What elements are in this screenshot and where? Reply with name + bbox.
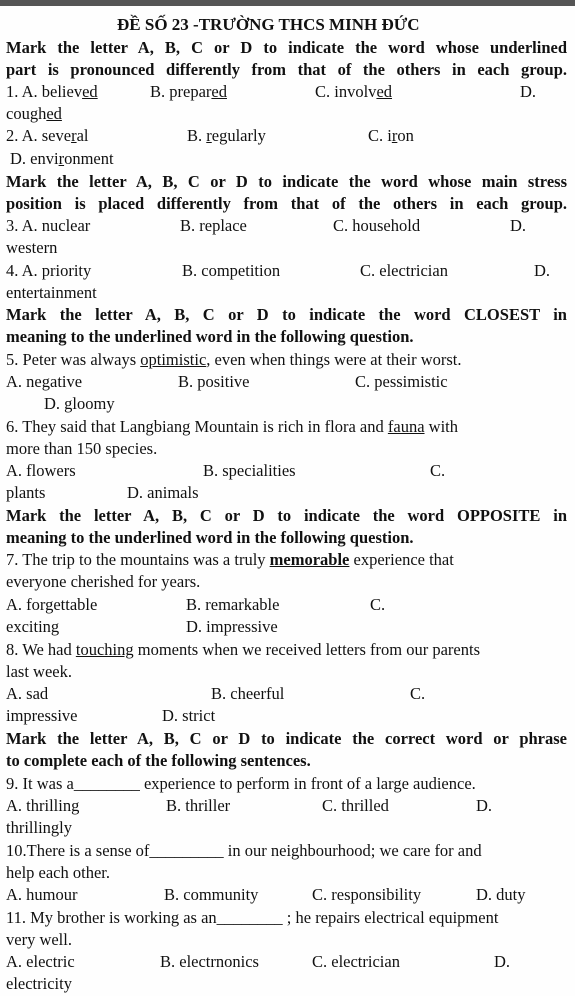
q8-option-b: B. cheerful (211, 684, 285, 703)
q5-option-d: D. gloomy (44, 394, 115, 413)
q9-option-c: C. thrilled (322, 796, 389, 815)
q5-stem: 5. Peter was always optimistic, even when things were at their worst. (6, 350, 462, 369)
q11-stem-line2: very well. (6, 930, 72, 949)
q3-option-b: B. replace (180, 216, 247, 235)
q10-stem-line2: help each other. (6, 863, 110, 882)
q6-stem-line1: 6. They said that Langbiang Mountain is rich in flora and fauna with (6, 417, 458, 436)
q4-option-d: entertainment (6, 283, 97, 302)
q1-option-c: C. involved (315, 82, 393, 101)
q2-option-d: D. environment (10, 149, 114, 168)
section-5-instruction-line1: Mark the letter A, B, C or D to indicate the correct word or phrase (6, 729, 567, 748)
q5-option-b: B. positive (178, 372, 250, 391)
q6-option-c-label: C. (430, 461, 446, 480)
q6-option-c: plants (6, 483, 46, 502)
q6-option-a: A. flowers (6, 461, 76, 480)
q6-option-d: D. animals (127, 483, 199, 502)
q3-option-a: 3. A. nuclear (6, 216, 91, 235)
q4-option-a: 4. A. priority (6, 261, 92, 280)
section-4-instruction-line1: Mark the letter A, B, C or D to indicate the word OPPOSITE in (6, 506, 567, 525)
q11-option-c: C. electrician (312, 952, 400, 971)
q3-option-c: C. household (333, 216, 421, 235)
section-5-instruction-line2: to complete each of the following sentences. (6, 751, 311, 770)
q2-option-a: 2. A. several (6, 126, 89, 145)
q9-option-a: A. thrilling (6, 796, 80, 815)
q6-option-b: B. specialities (203, 461, 296, 480)
q11-option-d-label: D. (494, 952, 511, 971)
q8-option-c: impressive (6, 706, 78, 725)
q4-option-b: B. competition (182, 261, 281, 280)
q8-option-c-label: C. (410, 684, 426, 703)
section-1-instruction-line2: part is pronounced differently from that of the others in each group. (6, 60, 567, 79)
q9-option-b: B. thriller (166, 796, 231, 815)
q9-stem: 9. It was a________ experience to perform in front of a large audience. (6, 774, 476, 793)
q4-option-d-label: D. (534, 261, 551, 280)
section-3-instruction-line2: meaning to the underlined word in the following question. (6, 327, 414, 346)
q9-option-d-label: D. (476, 796, 493, 815)
q7-option-d: D. impressive (186, 617, 278, 636)
q7-stem-line1: 7. The trip to the mountains was a truly memorable experience that (6, 550, 454, 569)
q1-option-b: B. prepared (150, 82, 227, 101)
q1-option-a: 1. A. believed (6, 82, 98, 101)
section-2-instruction-line1: Mark the letter A, B, C or D to indicate the word whose main stress (6, 172, 567, 191)
q10-stem-line1: 10.There is a sense of_________ in our neighbourhood; we care for and (6, 841, 482, 860)
q7-option-c: exciting (6, 617, 60, 636)
q4-option-c: C. electrician (360, 261, 448, 280)
q8-option-d: D. strict (162, 706, 216, 725)
q2-option-b: B. regularly (187, 126, 266, 145)
q11-option-d: electricity (6, 974, 72, 993)
q8-option-a: A. sad (6, 684, 49, 703)
section-4-instruction-line2: meaning to the underlined word in the following question. (6, 528, 414, 547)
top-bar (0, 0, 575, 6)
q3-option-d-label: D. (510, 216, 527, 235)
q11-option-a: A. electric (6, 952, 75, 971)
q3-option-d: western (6, 238, 58, 257)
q10-option-c: C. responsibility (312, 885, 422, 904)
q5-option-a: A. negative (6, 372, 83, 391)
q1-option-d: coughed (6, 104, 62, 123)
q9-option-d: thrillingly (6, 818, 72, 837)
q1-option-d-label: D. (520, 82, 537, 101)
q8-stem-line1: 8. We had touching moments when we received letters from our parents (6, 640, 480, 659)
q7-option-a: A. forgettable (6, 595, 98, 614)
q11-option-b: B. electrnonics (160, 952, 259, 971)
q10-option-d: D. duty (476, 885, 526, 904)
section-3-instruction-line1: Mark the letter A, B, C or D to indicate the word CLOSEST in (6, 305, 567, 324)
section-1-instruction-line1: Mark the letter A, B, C or D to indicate the word whose underlined (6, 38, 567, 57)
q2-option-c: C. iron (368, 126, 414, 145)
q7-option-b: B. remarkable (186, 595, 280, 614)
q11-stem-line1: 11. My brother is working as an________ ; he repairs electrical equipment (6, 908, 499, 927)
q7-stem-line2: everyone cherished for years. (6, 572, 201, 591)
q7-option-c-label: C. (370, 595, 386, 614)
q10-option-a: A. humour (6, 885, 78, 904)
q6-stem-line2: more than 150 species. (6, 439, 158, 458)
q10-option-b: B. community (164, 885, 259, 904)
page-title: ĐỀ SỐ 23 -TRƯỜNG THCS MINH ĐỨC (117, 15, 420, 34)
q5-option-c: C. pessimistic (355, 372, 448, 391)
section-2-instruction-line2: position is placed differently from that of the others in each group. (6, 194, 567, 213)
q8-stem-line2: last week. (6, 662, 72, 681)
